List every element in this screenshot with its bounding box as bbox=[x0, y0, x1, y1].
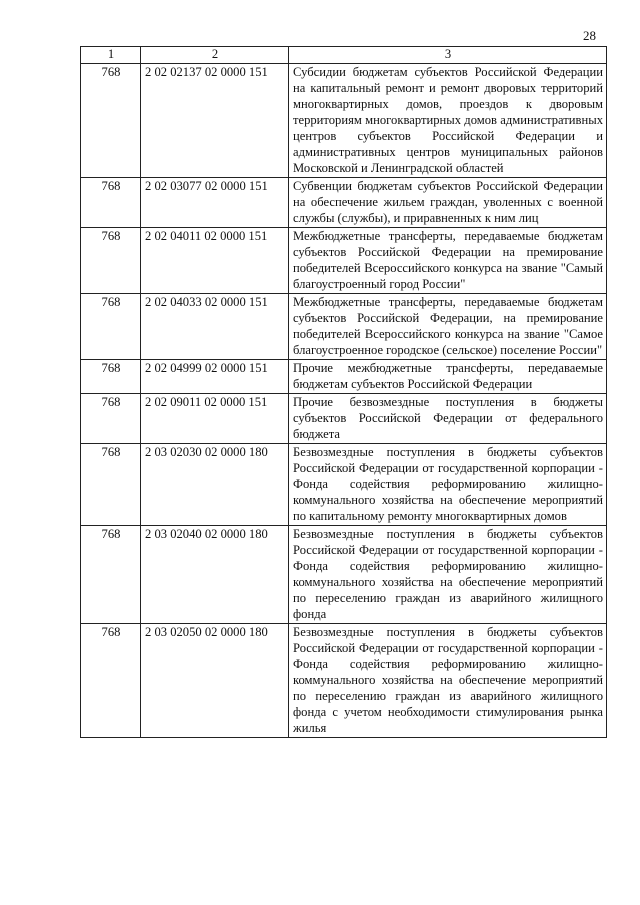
budget-codes-table bbox=[80, 46, 607, 738]
income-code-cell: 2 03 02040 02 0000 180 bbox=[141, 526, 289, 624]
income-name-cell: Межбюджетные трансферты, передаваемые бюджетам субъектов Российской Федерации, на премирование победителей Всероссийского конкурса на звание "Самое благоустроенное городское (сельское) поселение России" bbox=[289, 294, 607, 360]
income-name-cell: Прочие межбюджетные трансферты, передаваемые бюджетам субъектов Российской Федерации bbox=[289, 360, 607, 394]
table-row bbox=[81, 394, 607, 444]
table-row bbox=[81, 64, 607, 178]
admin-code-cell: 768 bbox=[81, 294, 141, 360]
admin-code-cell: 768 bbox=[81, 360, 141, 394]
income-code-cell: 2 03 02050 02 0000 180 bbox=[141, 624, 289, 738]
income-name-cell: Безвозмездные поступления в бюджеты субъектов Российской Федерации от государственной корпорации - Фонда содействия реформированию жилищно-коммунального хозяйства на обеспечение мероприятий по капитальному ремонту многоквартирных домов bbox=[289, 444, 607, 526]
table-row bbox=[81, 178, 607, 228]
admin-code-cell: 768 bbox=[81, 444, 141, 526]
header-col-1: 1 bbox=[81, 47, 141, 64]
income-code-cell: 2 02 04033 02 0000 151 bbox=[141, 294, 289, 360]
income-name-cell: Субвенции бюджетам субъектов Российской Федерации на обеспечение жильем граждан, уволенных с военной службы (службы), и приравненных к ним лиц bbox=[289, 178, 607, 228]
table-row bbox=[81, 360, 607, 394]
income-name-cell: Межбюджетные трансферты, передаваемые бюджетам субъектов Российской Федерации на премирование победителей Всероссийского конкурса на звание "Самый благоустроенный город России" bbox=[289, 228, 607, 294]
income-code-cell: 2 02 04999 02 0000 151 bbox=[141, 360, 289, 394]
income-code-cell: 2 02 09011 02 0000 151 bbox=[141, 394, 289, 444]
income-code-cell: 2 02 03077 02 0000 151 bbox=[141, 178, 289, 228]
table-row bbox=[81, 444, 607, 526]
table-header-row bbox=[81, 47, 607, 64]
income-name-cell: Прочие безвозмездные поступления в бюджеты субъектов Российской Федерации от федерального бюджета bbox=[289, 394, 607, 444]
header-col-2: 2 bbox=[141, 47, 289, 64]
admin-code-cell: 768 bbox=[81, 64, 141, 178]
table-row bbox=[81, 294, 607, 360]
table-row bbox=[81, 526, 607, 624]
admin-code-cell: 768 bbox=[81, 228, 141, 294]
header-col-3: 3 bbox=[289, 47, 607, 64]
income-name-cell: Безвозмездные поступления в бюджеты субъектов Российской Федерации от государственной корпорации - Фонда содействия реформированию жилищно-коммунального хозяйства на обеспечение мероприятий по переселению граждан из аварийного жилищного фонда bbox=[289, 526, 607, 624]
income-code-cell: 2 02 02137 02 0000 151 bbox=[141, 64, 289, 178]
admin-code-cell: 768 bbox=[81, 394, 141, 444]
admin-code-cell: 768 bbox=[81, 624, 141, 738]
table-row bbox=[81, 228, 607, 294]
income-code-cell: 2 03 02030 02 0000 180 bbox=[141, 444, 289, 526]
income-name-cell: Субсидии бюджетам субъектов Российской Федерации на капитальный ремонт и ремонт дворовых территорий многоквартирных домов, проездов к дворовым территориям многоквартирных домов административных центров субъектов Российской Федерации и административных центров муниципальных районов Московской и Ленинградской областей bbox=[289, 64, 607, 178]
admin-code-cell: 768 bbox=[81, 526, 141, 624]
admin-code-cell: 768 bbox=[81, 178, 141, 228]
income-name-cell: Безвозмездные поступления в бюджеты субъектов Российской Федерации от государственной корпорации - Фонда содействия реформированию жилищно-коммунального хозяйства на обеспечение мероприятий по переселению граждан из аварийного жилищного фонда с учетом необходимости стимулирования рынка жилья bbox=[289, 624, 607, 738]
page-number: 28 bbox=[583, 28, 596, 43]
income-code-cell: 2 02 04011 02 0000 151 bbox=[141, 228, 289, 294]
table-row bbox=[81, 624, 607, 738]
